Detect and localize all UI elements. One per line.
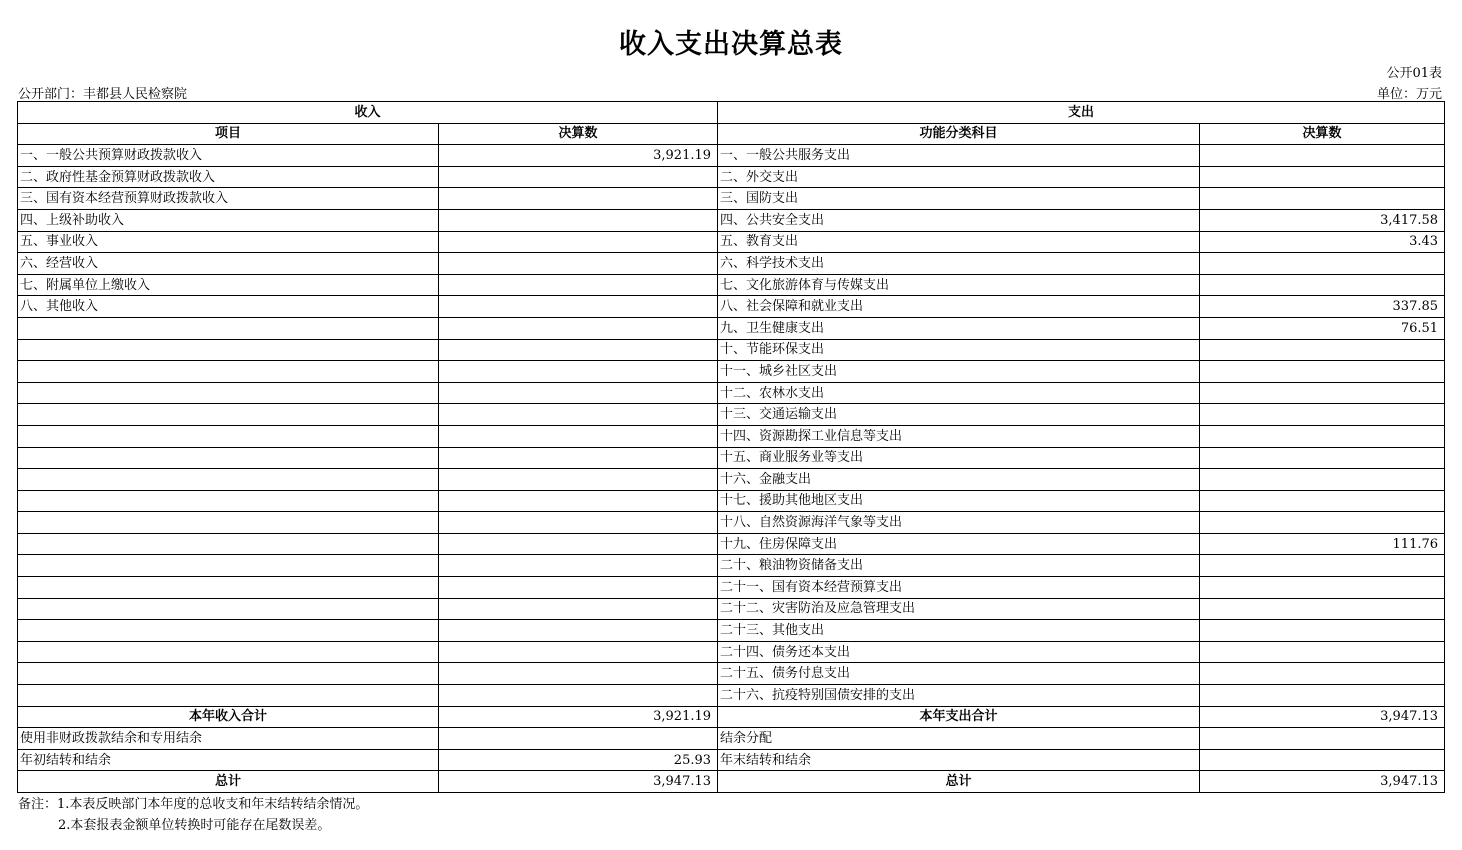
income-amount-cell — [439, 253, 718, 275]
grand-total-row — [18, 771, 1445, 793]
expense-amount-cell — [1200, 253, 1445, 275]
function-category-column-header: 功能分类科目 — [718, 123, 1200, 145]
budget-table — [17, 101, 1445, 793]
expense-item-cell: 二十一、国有资本经营预算支出 — [718, 577, 1200, 599]
expense-amount-cell — [1200, 188, 1445, 210]
expense-item-cell: 结余分配 — [718, 728, 1200, 750]
expense-amount-cell — [1200, 339, 1445, 361]
income-amount-cell — [439, 490, 718, 512]
expense-amount-cell — [1200, 447, 1445, 469]
expense-item-cell: 二十二、灾害防治及应急管理支出 — [718, 598, 1200, 620]
expense-item-cell: 十六、金融支出 — [718, 469, 1200, 491]
table-row — [18, 749, 1445, 771]
table-number: 公开01表 — [1386, 66, 1442, 81]
expense-item-cell: 十二、农林水支出 — [718, 382, 1200, 404]
table-row — [18, 253, 1445, 275]
income-amount-cell: 25.93 — [439, 749, 718, 771]
expense-amount-cell — [1200, 490, 1445, 512]
income-amount-cell: 3,921.19 — [439, 145, 718, 167]
expense-amount-column-header: 决算数 — [1200, 123, 1445, 145]
income-item-cell: 三、国有资本经营预算财政拨款收入 — [18, 188, 439, 210]
expense-item-cell: 十五、商业服务业等支出 — [718, 447, 1200, 469]
budget-table-body — [18, 102, 1445, 793]
expense-item-cell: 三、国防支出 — [718, 188, 1200, 210]
income-item-cell — [18, 641, 439, 663]
unit-label: 单位：万元 — [1376, 87, 1442, 102]
table-row — [18, 425, 1445, 447]
expense-amount-cell: 3,947.13 — [1200, 706, 1445, 728]
table-row — [18, 231, 1445, 253]
income-item-cell — [18, 512, 439, 534]
income-amount-cell — [439, 231, 718, 253]
expense-item-cell: 二十四、债务还本支出 — [718, 641, 1200, 663]
table-row — [18, 663, 1445, 685]
income-amount-cell — [439, 641, 718, 663]
income-amount-cell — [439, 447, 718, 469]
income-section-header: 收入 — [18, 102, 718, 124]
year-total-row — [18, 706, 1445, 728]
expense-amount-cell — [1200, 404, 1445, 426]
income-item-cell — [18, 425, 439, 447]
income-amount-cell — [439, 339, 718, 361]
income-item-cell — [18, 555, 439, 577]
column-header-row — [18, 123, 1445, 145]
notes — [18, 794, 368, 836]
income-item-cell: 使用非财政拨款结余和专用结余 — [18, 728, 439, 750]
table-row — [18, 447, 1445, 469]
income-item-cell: 年初结转和结余 — [18, 749, 439, 771]
expense-item-cell: 本年支出合计 — [718, 706, 1200, 728]
income-item-cell: 六、经营收入 — [18, 253, 439, 275]
expense-amount-cell — [1200, 382, 1445, 404]
expense-amount-cell — [1200, 425, 1445, 447]
expense-item-cell: 十三、交通运输支出 — [718, 404, 1200, 426]
expense-item-cell: 六、科学技术支出 — [718, 253, 1200, 275]
expense-item-cell: 五、教育支出 — [718, 231, 1200, 253]
expense-amount-cell — [1200, 274, 1445, 296]
expense-item-cell: 九、卫生健康支出 — [718, 317, 1200, 339]
income-amount-cell — [439, 209, 718, 231]
income-item-cell — [18, 469, 439, 491]
expense-amount-cell — [1200, 469, 1445, 491]
expense-item-cell: 一、一般公共服务支出 — [718, 145, 1200, 167]
expense-amount-cell — [1200, 555, 1445, 577]
expense-item-cell: 十七、援助其他地区支出 — [718, 490, 1200, 512]
income-amount-cell — [439, 620, 718, 642]
expense-amount-cell — [1200, 166, 1445, 188]
expense-amount-cell: 76.51 — [1200, 317, 1445, 339]
table-row — [18, 166, 1445, 188]
income-item-cell — [18, 533, 439, 555]
income-amount-cell — [439, 728, 718, 750]
expense-item-cell: 十、节能环保支出 — [718, 339, 1200, 361]
table-row — [18, 512, 1445, 534]
expense-item-cell: 二十五、债务付息支出 — [718, 663, 1200, 685]
table-row — [18, 404, 1445, 426]
income-item-cell — [18, 361, 439, 383]
income-amount-cell — [439, 166, 718, 188]
income-amount-cell — [439, 598, 718, 620]
expense-item-cell: 十四、资源勘探工业信息等支出 — [718, 425, 1200, 447]
table-row — [18, 598, 1445, 620]
expense-amount-cell: 111.76 — [1200, 533, 1445, 555]
note-1: 备注：1.本表反映部门本年度的总收支和年末结转结余情况。 — [18, 797, 369, 812]
income-amount-column-header: 决算数 — [439, 123, 718, 145]
income-item-cell — [18, 339, 439, 361]
expense-amount-cell: 337.85 — [1200, 296, 1445, 318]
income-amount-cell — [439, 685, 718, 707]
expense-item-cell: 四、公共安全支出 — [718, 209, 1200, 231]
section-header-row — [18, 102, 1445, 124]
table-row — [18, 641, 1445, 663]
expense-item-cell: 七、文化旅游体育与传媒支出 — [718, 274, 1200, 296]
expense-item-cell: 年末结转和结余 — [718, 749, 1200, 771]
income-amount-cell — [439, 296, 718, 318]
income-amount-cell — [439, 404, 718, 426]
table-row — [18, 317, 1445, 339]
income-amount-cell — [439, 274, 718, 296]
table-row — [18, 685, 1445, 707]
expense-amount-cell — [1200, 663, 1445, 685]
table-row — [18, 577, 1445, 599]
expense-amount-cell — [1200, 512, 1445, 534]
expense-item-cell: 二十三、其他支出 — [718, 620, 1200, 642]
table-row — [18, 490, 1445, 512]
table-row — [18, 339, 1445, 361]
expense-item-cell: 十一、城乡社区支出 — [718, 361, 1200, 383]
expense-amount-cell — [1200, 685, 1445, 707]
expense-amount-cell — [1200, 577, 1445, 599]
expense-section-header: 支出 — [718, 102, 1445, 124]
income-item-cell: 八、其他收入 — [18, 296, 439, 318]
table-row — [18, 188, 1445, 210]
expense-item-cell: 二、外交支出 — [718, 166, 1200, 188]
expense-amount-cell: 3,947.13 — [1200, 771, 1445, 793]
expense-item-cell: 十九、住房保障支出 — [718, 533, 1200, 555]
expense-amount-cell — [1200, 641, 1445, 663]
income-amount-cell — [439, 361, 718, 383]
expense-amount-cell — [1200, 749, 1445, 771]
table-row — [18, 728, 1445, 750]
income-amount-cell — [439, 577, 718, 599]
income-amount-cell — [439, 512, 718, 534]
expense-item-cell: 总计 — [718, 771, 1200, 793]
income-amount-cell — [439, 382, 718, 404]
income-item-cell — [18, 577, 439, 599]
table-row — [18, 469, 1445, 491]
table-row — [18, 382, 1445, 404]
income-amount-cell — [439, 663, 718, 685]
item-column-header: 项目 — [18, 123, 439, 145]
table-row — [18, 533, 1445, 555]
table-row — [18, 145, 1445, 167]
table-row — [18, 620, 1445, 642]
note-2: 2.本套报表金额单位转换时可能存在尾数误差。 — [58, 818, 331, 833]
income-amount-cell — [439, 317, 718, 339]
table-row — [18, 361, 1445, 383]
expense-item-cell: 八、社会保障和就业支出 — [718, 296, 1200, 318]
expense-amount-cell — [1200, 598, 1445, 620]
table-row — [18, 296, 1445, 318]
expense-amount-cell — [1200, 728, 1445, 750]
income-item-cell — [18, 404, 439, 426]
table-row — [18, 209, 1445, 231]
expense-item-cell: 二十六、抗疫特别国债安排的支出 — [718, 685, 1200, 707]
income-amount-cell — [439, 425, 718, 447]
income-item-cell — [18, 598, 439, 620]
income-item-cell — [18, 317, 439, 339]
expense-amount-cell — [1200, 361, 1445, 383]
expense-item-cell: 二十、粮油物资储备支出 — [718, 555, 1200, 577]
income-item-cell: 五、事业收入 — [18, 231, 439, 253]
income-amount-cell — [439, 555, 718, 577]
income-item-cell: 七、附属单位上缴收入 — [18, 274, 439, 296]
income-item-cell: 一、一般公共预算财政拨款收入 — [18, 145, 439, 167]
income-item-cell — [18, 447, 439, 469]
expense-amount-cell — [1200, 145, 1445, 167]
table-row — [18, 274, 1445, 296]
income-amount-cell — [439, 188, 718, 210]
income-item-cell: 本年收入合计 — [18, 706, 439, 728]
expense-amount-cell: 3,417.58 — [1200, 209, 1445, 231]
department-label: 公开部门：丰都县人民检察院 — [18, 87, 188, 102]
income-amount-cell — [439, 533, 718, 555]
income-item-cell — [18, 685, 439, 707]
page-title: 收入支出决算总表 — [619, 29, 843, 60]
income-amount-cell: 3,921.19 — [439, 706, 718, 728]
income-amount-cell — [439, 469, 718, 491]
income-item-cell — [18, 663, 439, 685]
income-item-cell: 二、政府性基金预算财政拨款收入 — [18, 166, 439, 188]
expense-amount-cell — [1200, 620, 1445, 642]
income-item-cell — [18, 382, 439, 404]
income-item-cell — [18, 620, 439, 642]
income-item-cell: 总计 — [18, 771, 439, 793]
income-item-cell — [18, 490, 439, 512]
income-amount-cell: 3,947.13 — [439, 771, 718, 793]
expense-item-cell: 十八、自然资源海洋气象等支出 — [718, 512, 1200, 534]
expense-amount-cell: 3.43 — [1200, 231, 1445, 253]
table-row — [18, 555, 1445, 577]
income-item-cell: 四、上级补助收入 — [18, 209, 439, 231]
